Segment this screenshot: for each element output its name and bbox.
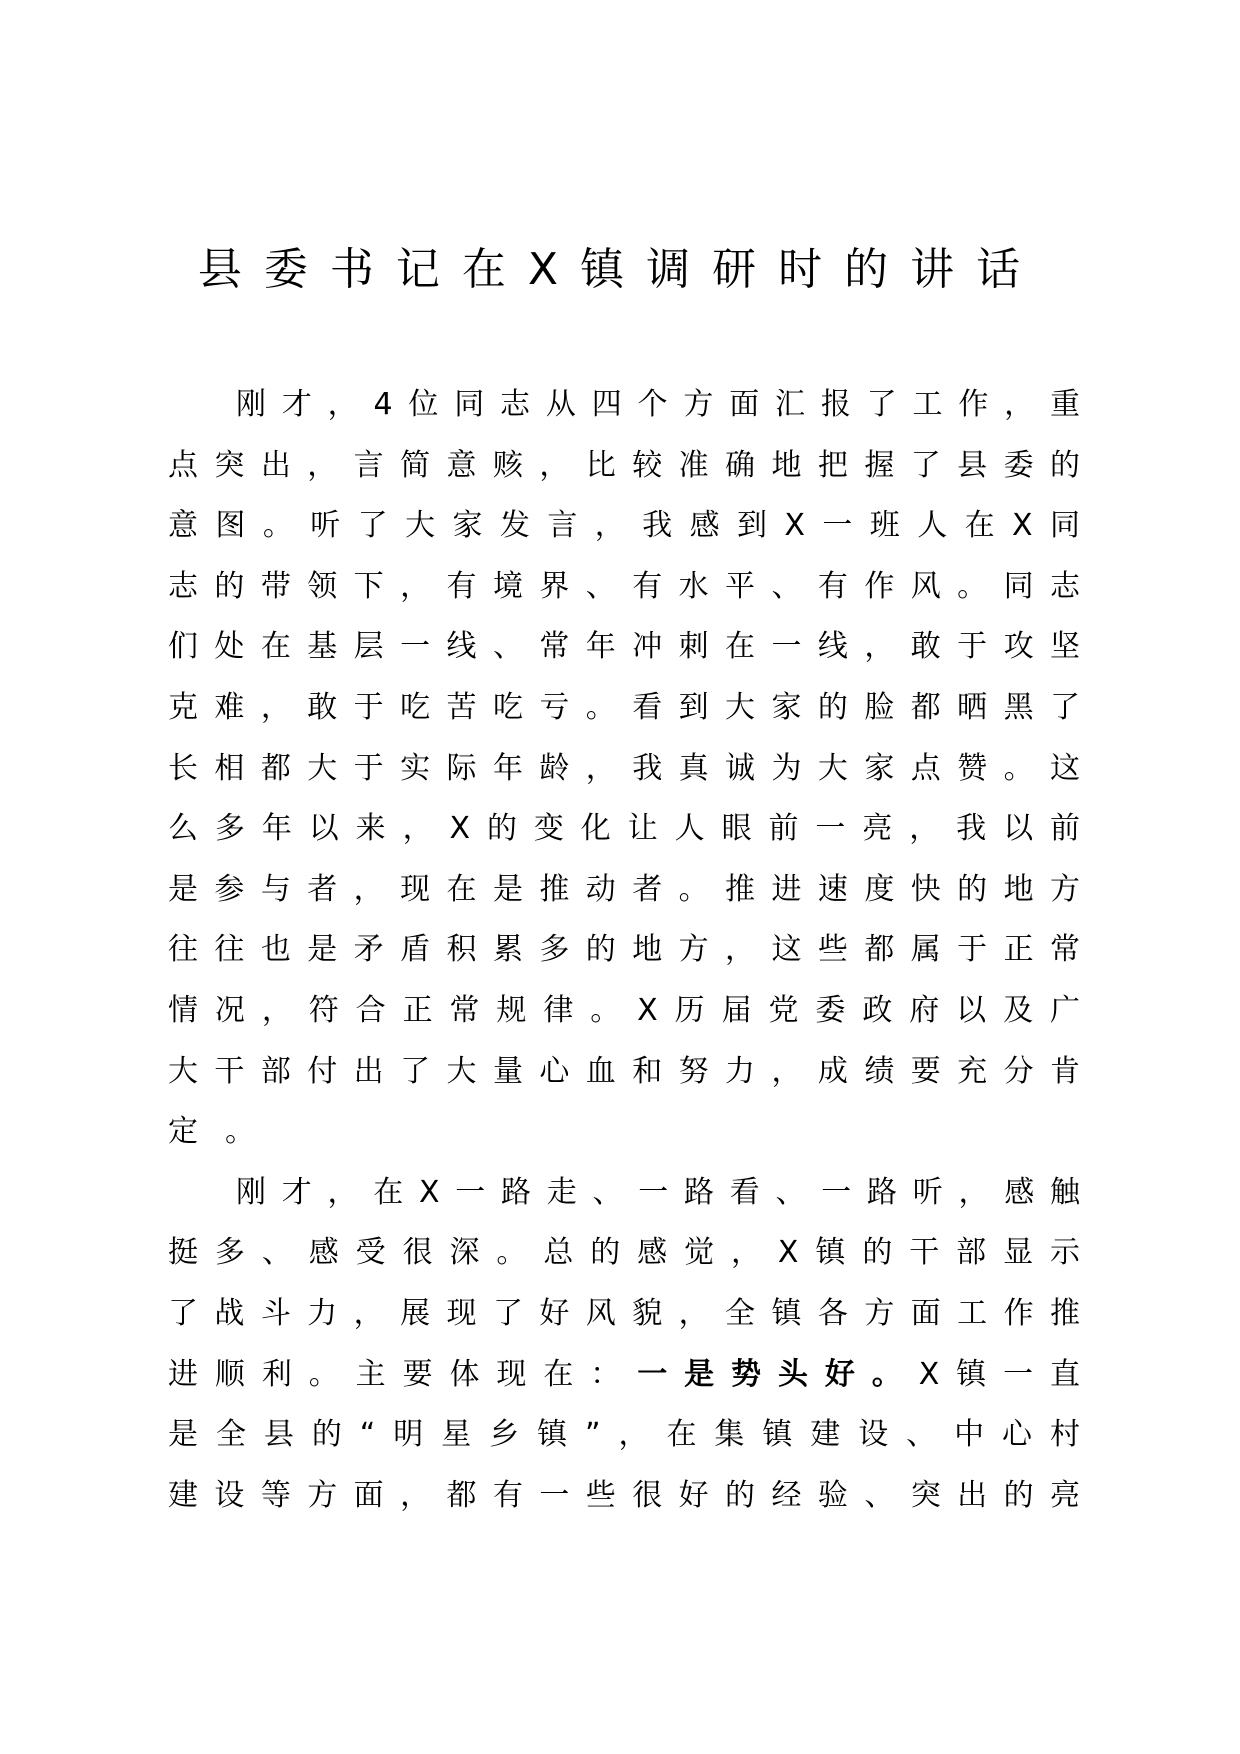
emphasis-text: 一是势头好。: [637, 1356, 919, 1392]
text-line: 往往也是矛盾积累多的地方，这些都属于正常: [168, 932, 1097, 968]
text-segment: X镇一直: [918, 1356, 1097, 1392]
document-body: [168, 375, 1098, 1526]
text-line: 志的带领下，有境界、有水平、有作风。同志: [168, 568, 1097, 604]
text-line: 意图。听了大家发言，我感到X一班人在X同: [168, 508, 1098, 544]
text-line: 大干部付出了大量心血和努力，成绩要充分肯: [168, 1053, 1097, 1089]
text-line: 刚才，在X一路走、一路看、一路听，感触: [236, 1174, 1096, 1210]
text-line: 建设等方面，都有一些很好的经验、突出的亮: [168, 1477, 1097, 1513]
text-line: 是全县的“明星乡镇”，在集镇建设、中心村: [168, 1417, 1098, 1453]
text-segment: 进顺利。主要体现在：: [168, 1356, 638, 1392]
text-line: 克难，敢于吃苦吃亏。看到大家的脸都晒黑了: [168, 689, 1097, 725]
text-line: 挺多、感受很深。总的感觉，X镇的干部显示: [168, 1235, 1097, 1271]
paragraph-1: [168, 375, 1098, 1163]
text-line: 了战斗力，展现了好风貌，全镇各方面工作推: [168, 1295, 1097, 1331]
text-line: 们处在基层一线、常年冲刺在一线，敢于攻坚: [168, 629, 1097, 665]
text-line: 定。: [168, 1114, 282, 1150]
text-line: 情况，符合正常规律。X历届党委政府以及广: [168, 992, 1097, 1028]
document-title: 县委书记在X镇调研时的讲话: [197, 244, 1043, 295]
text-line: 长相都大于实际年龄，我真诚为大家点赞。这: [168, 750, 1097, 786]
text-line: 点突出，言简意赅，比较准确地把握了县委的: [168, 447, 1097, 483]
text-line: 么多年以来，X的变化让人眼前一亮，我以前: [168, 811, 1097, 847]
text-line-with-emphasis: [168, 1345, 1097, 1406]
paragraph-2: [168, 1163, 1098, 1527]
text-line: 刚才，4位同志从四个方面汇报了工作，重: [236, 387, 1096, 422]
text-line: 是参与者，现在是推动者。推进速度快的地方: [168, 871, 1097, 907]
